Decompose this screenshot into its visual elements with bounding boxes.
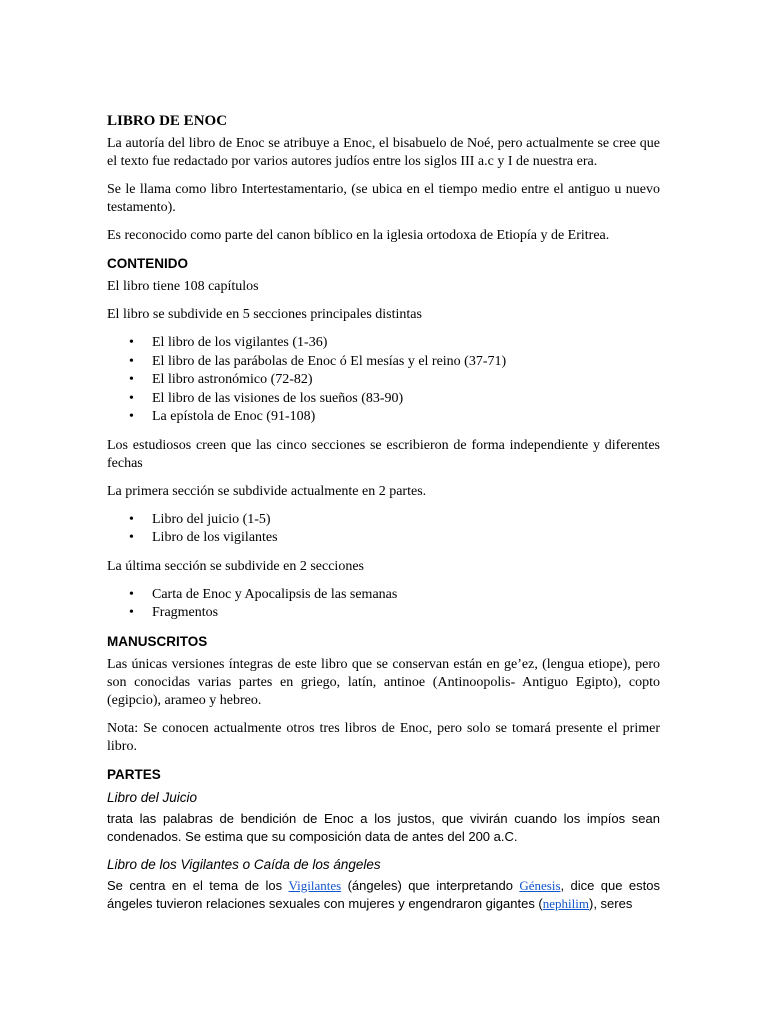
list-item: • El libro astronómico (72-82) (152, 371, 660, 390)
vigilantes-text-4: ), seres (588, 895, 633, 911)
list-item: • El libro de las visiones de los sueños (83-90) (152, 390, 660, 409)
intro-paragraph-3: Es reconocido como parte del canon bíblico en la iglesia ortodoxa de Etiopía y de Eritrea. (107, 228, 610, 243)
vigilantes-link[interactable]: Vigilantes (288, 877, 342, 893)
list-item: • Libro de los vigilantes (152, 529, 660, 548)
list-item: • Carta de Enoc y Apocalipsis de las semanas (152, 586, 660, 605)
juicio-subheading: Libro del Juicio (107, 789, 198, 805)
list-item: • Libro del juicio (1-5) (152, 511, 660, 530)
genesis-link[interactable]: Génesis (519, 877, 561, 893)
juicio-paragraph: trata las palabras de bendición de Enoc a los justos, que vivirán cuando los impíos sean condenados. Se estima que su composición data de antes del 200 a.C. (107, 810, 660, 844)
vigilantes-subheading: Libro de los Vigilantes o Caída de los ángeles (107, 856, 381, 872)
sections-list (107, 334, 660, 427)
list-item: • El libro de las parábolas de Enoc ó El mesías y el reino (37-71) (152, 353, 660, 372)
first-section-parts-list (107, 511, 660, 548)
manuscritos-paragraph-1: Las únicas versiones íntegras de este libro que se conservan están en ge’ez, (lengua etiope), pero son conocidas varias partes en griego, latín, antinoe (Antinoopolis- Antiguo Egipto), copto (egipcio), arameo y hebreo. (107, 656, 660, 708)
partes-heading: PARTES (107, 766, 161, 782)
document-title: LIBRO DE ENOC (107, 113, 228, 129)
contenido-paragraph-5: La última sección se subdivide en 2 secciones (107, 558, 364, 574)
list-item: • El libro de los vigilantes (1-36) (152, 334, 660, 353)
manuscritos-heading: MANUSCRITOS (107, 633, 208, 649)
vigilantes-text-3: , dice que estos ángeles tuvieron relaciones sexuales con mujeres y engendraron gigantes ( (107, 877, 660, 911)
nephilim-link[interactable]: nephilim (542, 895, 589, 911)
list-item: • Fragmentos (152, 604, 660, 623)
contenido-paragraph-3: Los estudiosos creen que las cinco secciones se escribieron de forma independiente y diferentes fechas (107, 437, 660, 471)
last-section-parts-list (107, 586, 660, 623)
contenido-paragraph-2: El libro se subdivide en 5 secciones principales distintas (107, 307, 422, 322)
vigilantes-text-1: Se centra en el tema de los (107, 877, 289, 893)
list-item: • La epístola de Enoc (91-108) (152, 408, 660, 427)
vigilantes-paragraph (107, 877, 660, 913)
manuscritos-paragraph-2: Nota: Se conocen actualmente otros tres libros de Enoc, pero solo se tomará presente el primer libro. (107, 720, 660, 754)
contenido-heading: CONTENIDO (107, 256, 188, 271)
intro-paragraph-1: La autoría del libro de Enoc se atribuye a Enoc, el bisabuelo de Noé, pero actualmente se cree que el texto fue redactado por varios autores judíos entre los siglos III a.c y I de nuestra era. (107, 136, 660, 169)
contenido-paragraph-1: El libro tiene 108 capítulos (107, 279, 259, 294)
contenido-paragraph-4: La primera sección se subdivide actualmente en 2 partes. (107, 483, 427, 499)
vigilantes-text-2: (ángeles) que interpretando (341, 877, 520, 893)
intro-paragraph-2: Se le llama como libro Intertestamentario, (se ubica en el tiempo medio entre el antiguo u nuevo testamento). (107, 182, 660, 215)
